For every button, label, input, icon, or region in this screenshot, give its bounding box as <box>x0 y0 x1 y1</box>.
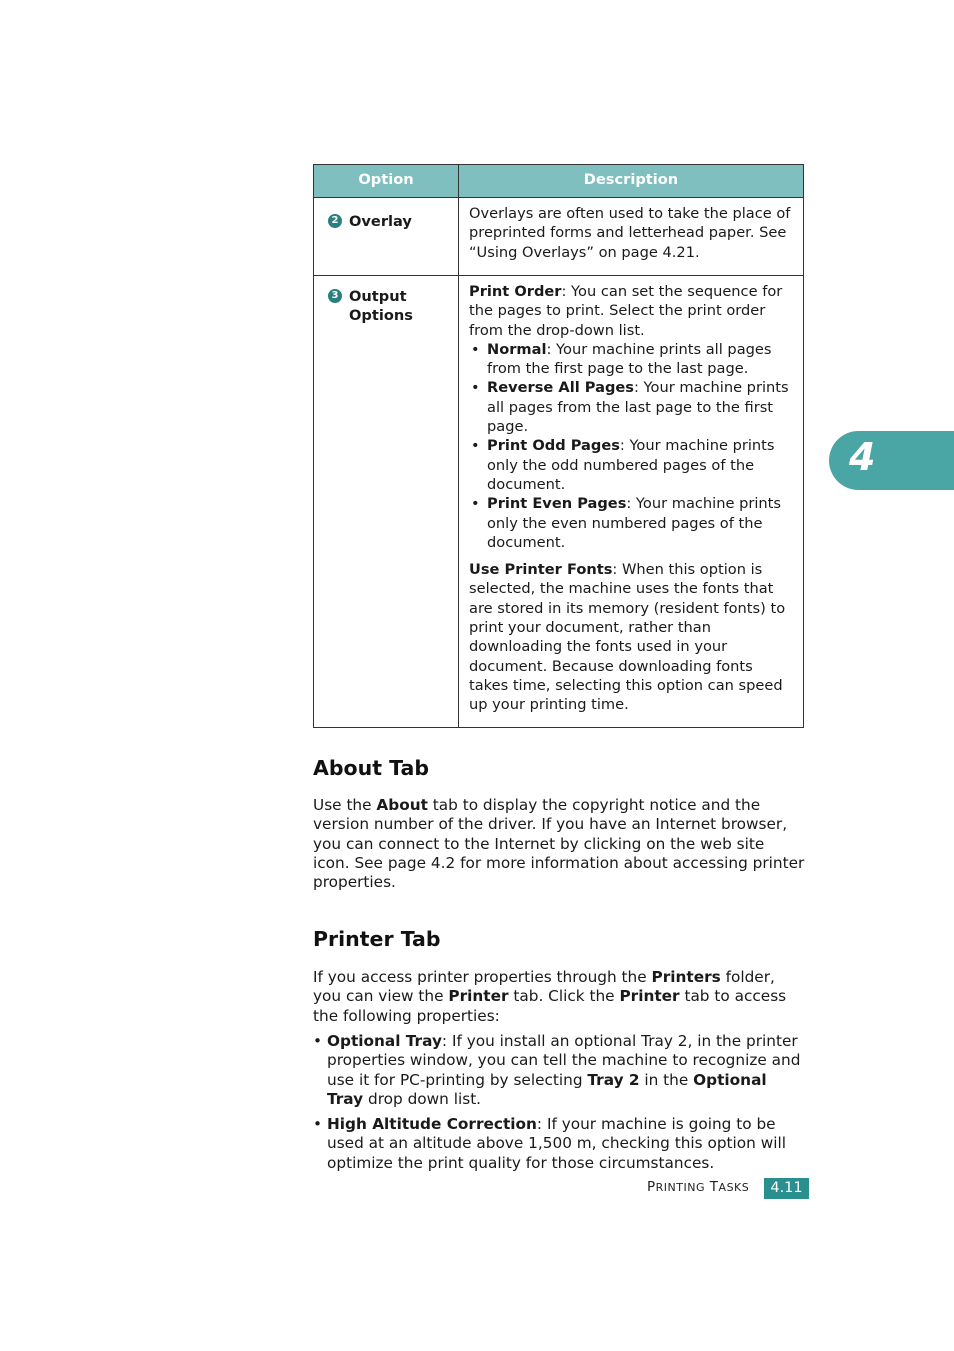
number-3-icon: 3 <box>328 289 342 303</box>
printer-fonts-paragraph: Use Printer Fonts: When this option is selected, the machine uses the fonts that are stored in its memory (resident fonts) to print your document, rather than downloading the fonts used in your document. Because downloading fonts takes time, selecting this option can speed up your printing time. <box>469 561 786 714</box>
description-cell <box>459 276 804 728</box>
overlay-description: Overlays are often used to take the place of preprinted forms and letterhead paper. See “Using Overlays” on page 4.21. <box>469 205 791 261</box>
option-overlay: Overlay <box>349 213 412 230</box>
option-cell <box>314 198 459 276</box>
print-order-list <box>469 340 793 552</box>
about-paragraph: Use the About tab to display the copyright notice and the version number of the driver. If you have an Internet browser, you can connect to the Internet by clicking on the web site icon. See page 4.2 for more information about accessing printer properties. <box>313 796 805 892</box>
description-cell <box>459 198 804 276</box>
list-item: • Normal: Your machine prints all pages from the first page to the last page. <box>469 340 793 379</box>
footer-section-title: PRINTING TASKS <box>647 1179 750 1195</box>
chapter-tab <box>829 431 954 490</box>
list-item: • Print Odd Pages: Your machine prints only the odd numbered pages of the document. <box>469 436 793 494</box>
list-item: • Print Even Pages: Your machine prints only the even numbered pages of the document. <box>469 494 793 552</box>
print-order-paragraph: Print Order: You can set the sequence for the pages to print. Select the print order from the drop-down list. <box>469 283 783 339</box>
option-cell <box>314 276 459 728</box>
high-altitude-bullet: • High Altitude Correction: If your machine is going to be used at an altitude above 1,500 m, checking this option will optimize the print quality for those circumstances. <box>313 1115 786 1172</box>
list-item: • Reverse All Pages: Your machine prints all pages from the last page to the first page. <box>469 378 793 436</box>
optional-tray-bullet: • Optional Tray: If you install an optional Tray 2, in the printer properties window, you can tell the machine to recognize and use it for PC-printing by selecting Tray 2 in the Optional Tray drop down list. <box>313 1032 801 1108</box>
option-output-options: Output Options <box>349 288 413 325</box>
printer-tab-heading: Printer Tab <box>313 927 441 951</box>
table-row <box>314 198 804 276</box>
header-option: Option <box>314 165 459 198</box>
chapter-number: 4 <box>849 435 876 479</box>
printer-paragraph: If you access printer properties through the Printers folder, you can view the Printer tab. Click the Printer tab to access the following properties: <box>313 968 787 1025</box>
table-row <box>314 276 804 728</box>
page-number: 4.11 <box>764 1178 809 1199</box>
header-description: Description <box>459 165 804 198</box>
number-2-icon: 2 <box>328 214 342 228</box>
about-tab-heading: About Tab <box>313 756 430 780</box>
options-table <box>313 164 804 728</box>
